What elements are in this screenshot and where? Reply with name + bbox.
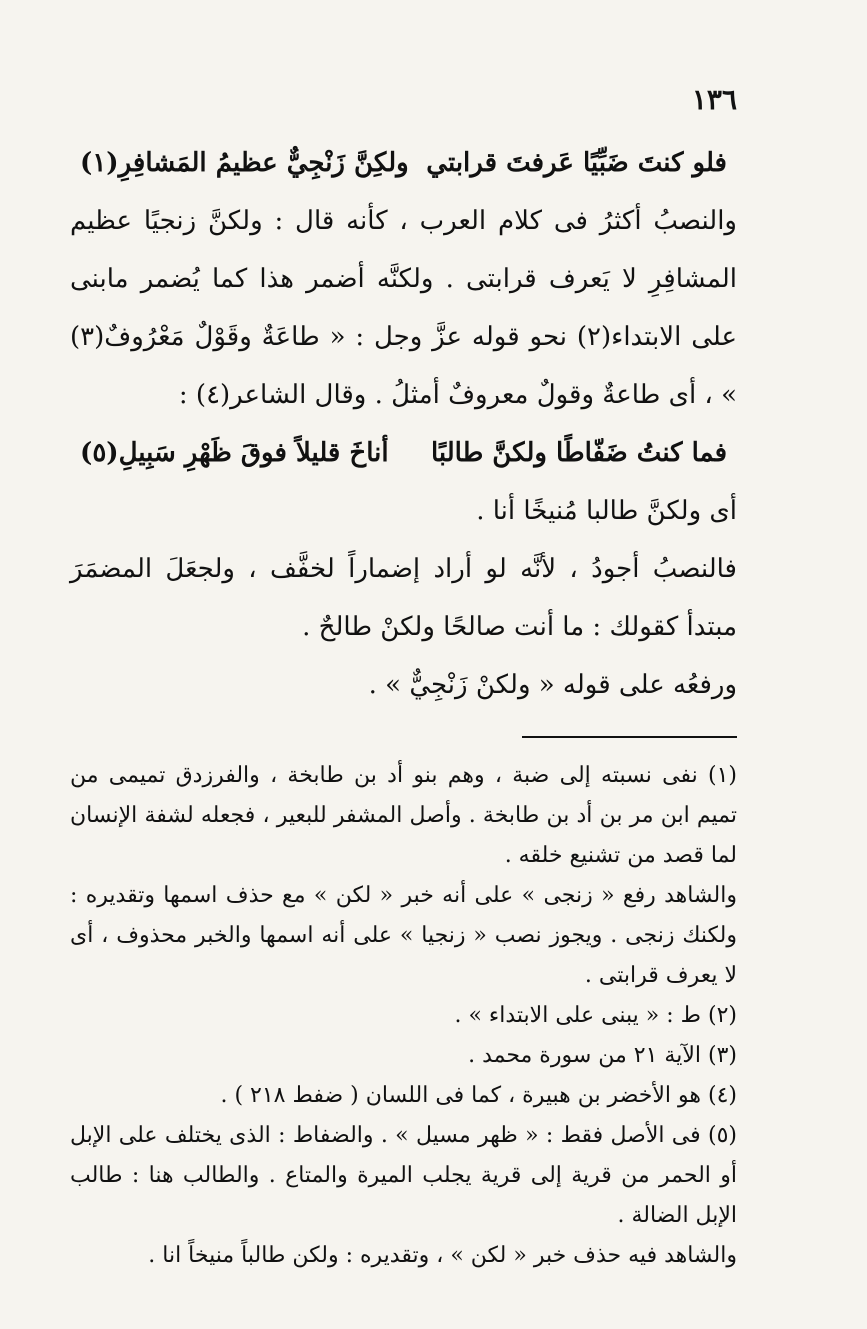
verse-line-1	[70, 134, 737, 192]
verse-1-first-hemistich: فلو كنتَ ضَبِّيًا عَرفتَ قرابتي	[426, 148, 727, 178]
verse-2-first-hemistich: فما كنتُ ضَفّاطًا ولكنَّ طالبًا	[430, 438, 727, 468]
paragraph-3: فالنصبُ أجودُ ، لأنَّه لو أراد إضماراً لخفَّف ، ولجعَلَ المضمَرَ مبتدأ كقولك : ما أنت صالحًا ولكنْ طالحٌ .	[70, 554, 737, 642]
footnote-5: (٥) فى الأصل فقط : « ظهر مسيل » . والضفاط : الذى يختلف على الإبل أو الحمر من قرية إلى قرية يجلب الميرة والمتاع . والطالب هنا : طالب الإبل الضالة .	[70, 1123, 737, 1228]
footnote-3: (٣) الآية ٢١ من سورة محمد .	[468, 1043, 737, 1068]
verse-2-second-hemistich: أناخَ قليلاً فوقَ ظَهْرِ سَبِيلِ(٥)	[80, 438, 389, 468]
footnote-2: (٢) ط : « يبنى على الابتداء » .	[454, 1003, 737, 1028]
verse-1-second-hemistich: ولكِنَّ زَنْجِيٌّ عظيمُ المَشافِرِ(١)	[80, 148, 409, 178]
footnotes	[70, 756, 737, 1276]
footnote-4: (٤) هو الأخضر بن هبيرة ، كما فى اللسان ( ضفط ٢١٨ ) .	[220, 1083, 737, 1108]
footnote-1-continuation: والشاهد رفع « زنجى » على أنه خبر « لكن » مع حذف اسمها وتقديره : ولكنك زنجى . ويجوز نصب « زنجيا » على أنه اسمها والخبر محذوف ، أى لا يعرف قرابتى .	[70, 883, 737, 988]
paragraph-4: ورفعُه على قوله « ولكنْ زَنْجِيٌّ » .	[368, 670, 737, 700]
footnote-1: (١) نفى نسبته إلى ضبة ، وهم بنو أد بن طابخة ، والفرزدق تميمى من تميم ابن مر بن أد بن طابخة . وأصل المشفر للبعير ، فجعله لشفة الإنسان لما قصد من تشنيع خلقه .	[70, 763, 737, 868]
footnote-divider	[522, 736, 737, 738]
paragraph-1: والنصبُ أكثرُ فى كلام العرب ، كأنه قال : ولكنَّ زنجيًا عظيم المشافِرِ لا يَعرف قرابتى . ولكنَّه أضمر هذا كما يُضمر مابنى على الابتداء(٢) نحو قوله عزَّ وجل : « طاعَةٌ وقَوْلٌ مَعْرُوفٌ(٣) » ، أى طاعةٌ وقولٌ معروفٌ أمثلُ . وقال الشاعر(٤) :	[70, 206, 737, 410]
paragraph-2: أى ولكنَّ طالبا مُنيخًا أنا .	[476, 496, 737, 526]
page-number: ١٣٦	[691, 83, 737, 116]
verse-line-2	[70, 424, 737, 482]
main-text	[70, 134, 737, 714]
footnote-5-continuation: والشاهد فيه حذف خبر « لكن » ، وتقديره : ولكن طالباً منيخاً انا .	[148, 1243, 737, 1268]
book-page	[70, 80, 737, 1289]
